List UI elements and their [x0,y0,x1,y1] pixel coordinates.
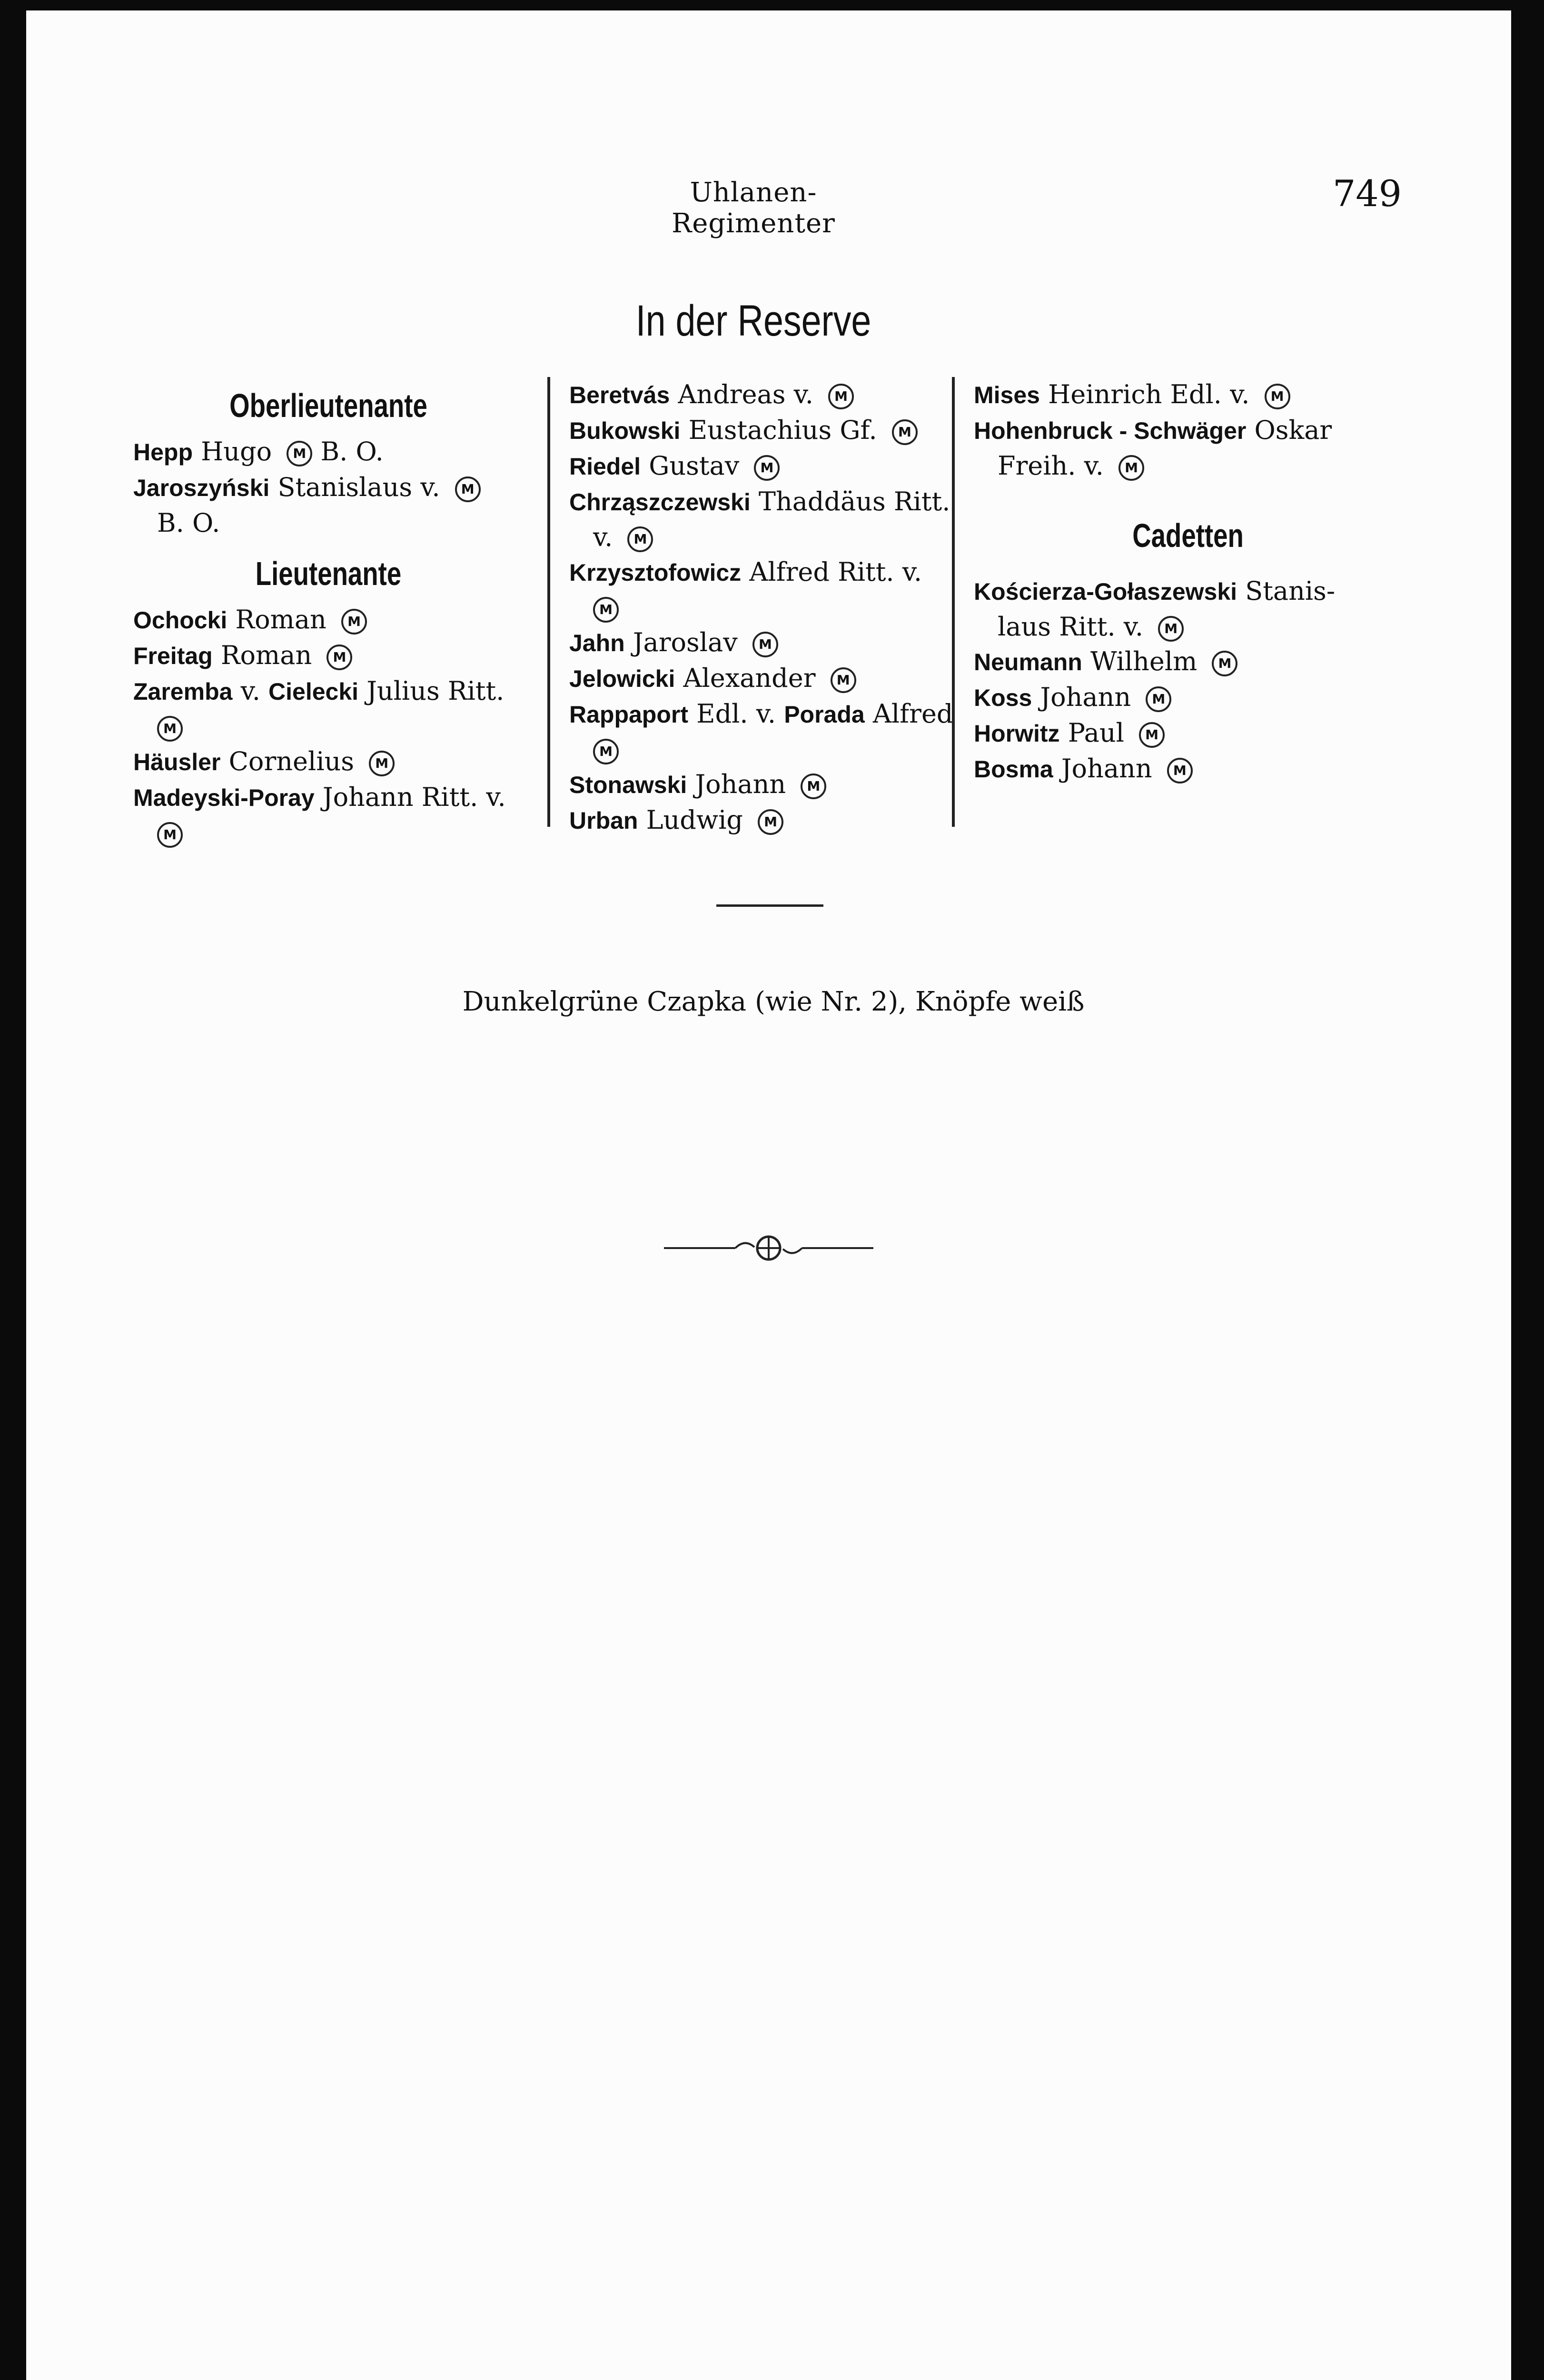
m-badge-icon: M [593,739,619,764]
given-name: Stanis- [1245,576,1336,606]
given-name: Hugo [201,436,272,466]
given-name: Gustav [649,451,740,481]
m-badge-icon: M [1118,455,1144,481]
m-badge-icon: M [1139,722,1165,748]
given-name: Johann Ritt. v. [322,782,506,812]
surname: Neumann [974,649,1082,675]
heading-lieutenante: Lieutenante [255,555,402,592]
surname: Hepp [133,439,193,466]
m-badge-icon: M [327,645,352,670]
given-name: Heinrich Edl. v. [1048,379,1250,409]
m-badge-icon: M [892,419,918,445]
m-badge-icon: M [627,526,653,552]
m-badge-icon: M [758,809,783,835]
running-title: Uhlanen-Regimenter [672,177,835,239]
given-name: Oskar [1254,415,1332,445]
given-name: Cornelius [228,746,355,776]
surname: Stonawski [569,772,687,798]
list-item [133,674,524,744]
given-name: Johann [1061,754,1152,783]
given-name: Roman [220,640,312,670]
given-name: Johann [1040,682,1131,712]
m-badge-icon: M [1167,758,1193,783]
given-name: Stanislaus v. [277,472,440,502]
surname: Madeyski-Poray [133,784,315,811]
m-badge-icon: M [1265,384,1290,409]
m-badge-icon: M [157,822,183,848]
list-item [569,696,998,767]
given-name: Alexander [683,663,816,693]
list-item [133,780,524,850]
surname-2: Porada [784,701,865,728]
surname: Bosma [974,756,1053,783]
surname: Chrząszczewski [569,489,751,516]
given-name: Thaddäus Ritt. [758,486,950,516]
m-badge-icon: M [287,441,312,466]
surname: Urban [569,807,638,834]
particle: Edl. v. [696,699,776,729]
continuation [569,590,998,625]
given-name: Alfred Ritt. v. [749,557,922,587]
ornament-icon [664,1229,873,1267]
surname: Freitag [133,643,213,669]
continuation [133,709,524,744]
surname: Beretvás [569,382,670,408]
list-item [133,434,524,470]
surname: Jelowicki [569,665,675,692]
m-badge-icon: M [593,597,619,623]
m-badge-icon: M [828,384,854,409]
surname: Riedel [569,453,641,480]
m-badge-icon: M [455,476,481,502]
given-name: Jaroslav [633,627,738,657]
heading-cadetten: Cadetten [1132,517,1244,554]
page-number: 749 [1332,172,1402,215]
list-item [974,751,1402,787]
surname: Rappaport [569,701,688,728]
m-badge-icon: M [754,455,780,481]
list-item [569,413,998,448]
surname: Häusler [133,749,221,775]
given-name: Alfred [872,699,953,729]
continuation-text: laus Ritt. v. [998,612,1144,642]
surname: Hohenbruck - Schwäger [974,417,1247,444]
list-item [569,448,998,484]
particle: v. [240,676,260,706]
surname: Koss [974,684,1032,711]
surname: Jaroszyński [133,475,270,501]
continuation: B. O. [157,508,220,538]
given-name: Eustachius Gf. [688,415,877,445]
m-badge-icon: M [369,751,395,776]
continuation [569,732,998,767]
list-item [974,377,1402,413]
m-badge-icon: M [752,632,778,657]
continuation-text: Freih. v. [998,451,1104,481]
book-page [26,10,1511,2380]
list-item [133,638,524,674]
surname: Bukowski [569,417,681,444]
list-item [569,555,998,625]
list-item [974,644,1402,680]
surname: Ochocki [133,607,228,634]
list-item [974,574,1402,644]
given-name: Roman [235,605,327,635]
given-name: Johann [695,769,786,799]
section-divider [716,904,823,907]
uniform-note: Dunkelgrüne Czapka (wie Nr. 2), Knöpfe weiß [462,986,1085,1017]
m-badge-icon: M [1212,651,1237,676]
list-item [569,625,998,661]
list-item [133,602,524,638]
continuation-text: v. [593,522,613,552]
given-name: Julius Ritt. [366,676,505,706]
suffix: B. O. [320,436,384,466]
list-item [974,715,1402,751]
surname-2: Cielecki [268,678,359,705]
continuation [974,609,1402,644]
m-badge-icon: M [341,609,367,635]
list-item [569,377,998,413]
column-1 [133,382,524,850]
m-badge-icon: M [1146,686,1171,712]
surname: Horwitz [974,720,1060,747]
continuation [133,815,524,850]
given-name: Ludwig [646,805,743,835]
list-item [974,680,1402,715]
list-item [133,470,524,540]
column-3 [952,377,1402,827]
list-item [569,767,998,803]
m-badge-icon: M [831,667,856,693]
given-name: Wilhelm [1090,646,1198,676]
list-item [569,803,998,838]
list-item [569,661,998,696]
m-badge-icon: M [801,774,826,799]
list-item [569,484,998,555]
continuation [974,448,1402,483]
section-title: In der Reserve [635,297,871,345]
surname: Krzysztofowicz [569,559,742,586]
heading-oberlieutenante: Oberlieutenante [229,387,427,424]
continuation [569,520,998,555]
list-item [974,413,1402,483]
list-item [133,744,524,780]
surname: Kościerza-Gołaszewski [974,578,1237,605]
given-name: Paul [1068,718,1124,748]
surname: Jahn [569,630,625,656]
m-badge-icon: M [157,716,183,742]
given-name: Andreas v. [678,379,813,409]
m-badge-icon: M [1158,616,1184,642]
column-2 [547,377,998,835]
surname: Zaremba [133,678,233,705]
surname: Mises [974,382,1040,408]
